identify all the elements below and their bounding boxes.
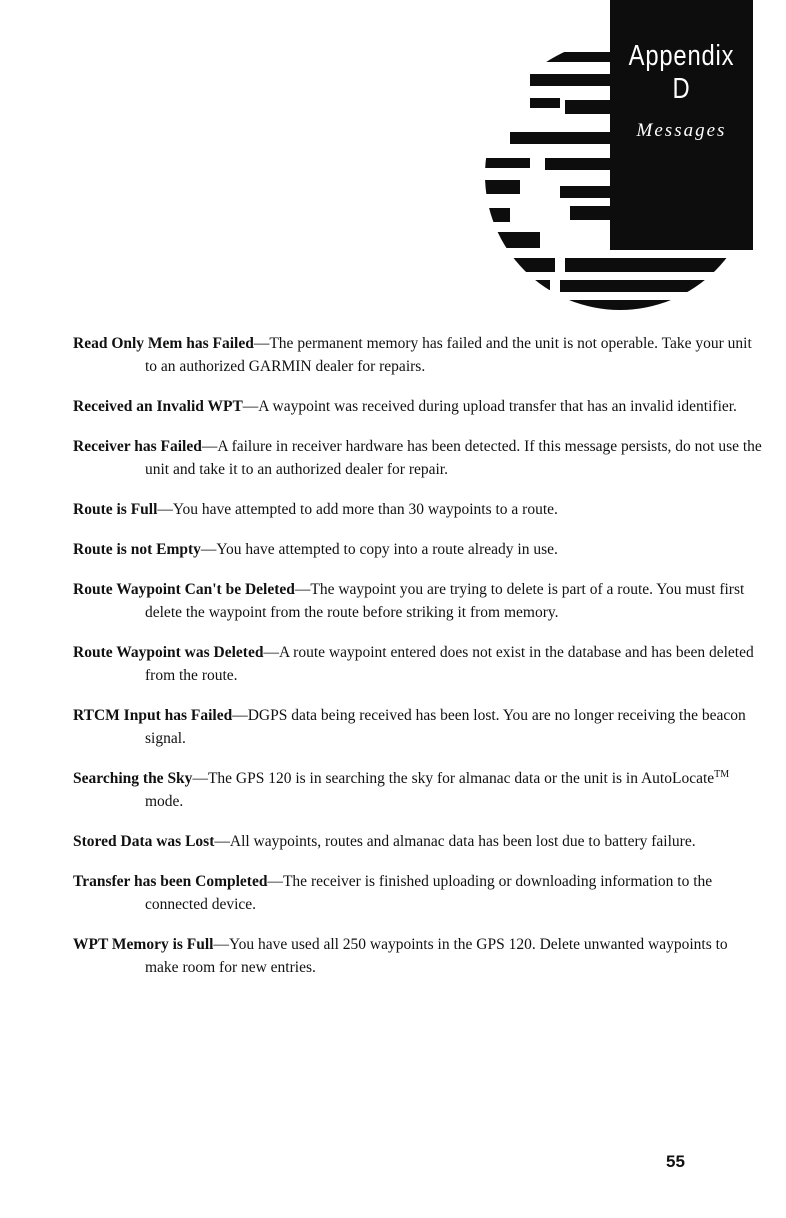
message-description: —The receiver is finished uploading or downloading information to the connected device.	[145, 873, 713, 913]
message-entry	[73, 704, 763, 750]
message-description: —The waypoint you are trying to delete is part of a route. You must first delete the waypoint from the route before striking it from memory.	[145, 581, 745, 621]
message-description: —A waypoint was received during upload transfer that has an invalid identifier.	[242, 398, 737, 415]
message-description: —You have attempted to copy into a route already in use.	[200, 541, 558, 558]
message-term: Transfer has been Completed	[73, 873, 268, 890]
message-entry	[73, 435, 763, 481]
message-description: —The permanent memory has failed and the unit is not operable. Take your unit to an authorized GARMIN dealer for repairs.	[145, 335, 752, 375]
message-term: Read Only Mem has Failed	[73, 335, 254, 352]
message-description: —A route waypoint entered does not exist in the database and has been deleted from the route.	[145, 644, 754, 684]
message-term: Route Waypoint was Deleted	[73, 644, 264, 661]
message-description: —All waypoints, routes and almanac data has been lost due to battery failure.	[214, 833, 696, 850]
message-term: WPT Memory is Full	[73, 936, 214, 953]
message-term: Route is Full	[73, 501, 158, 518]
message-entry	[73, 578, 763, 624]
message-term: Receiver has Failed	[73, 438, 202, 455]
message-entry	[73, 395, 763, 418]
message-entry	[73, 332, 763, 378]
message-entry	[73, 641, 763, 687]
message-term: RTCM Input has Failed	[73, 707, 233, 724]
message-entry	[73, 538, 763, 561]
message-list	[73, 332, 763, 996]
message-entry	[73, 767, 763, 813]
trademark-mark: TM	[714, 768, 730, 780]
message-term: Searching the Sky	[73, 770, 193, 787]
message-description-end: mode.	[145, 793, 184, 810]
message-description: —A failure in receiver hardware has been detected. If this message persists, do not use the unit and take it to an authorized dealer for repair.	[145, 438, 762, 478]
message-description: —DGPS data being received has been lost. You are no longer receiving the beacon signal.	[145, 707, 746, 747]
message-description: —You have attempted to add more than 30 waypoints to a route.	[157, 501, 558, 518]
message-term: Route is not Empty	[73, 541, 201, 558]
message-entry	[73, 933, 763, 979]
message-entry	[73, 498, 763, 521]
message-term: Stored Data was Lost	[73, 833, 215, 850]
message-entry	[73, 830, 763, 853]
message-description: —The GPS 120 is in searching the sky for almanac data or the unit is in AutoLocate	[192, 770, 715, 787]
message-description: —You have used all 250 waypoints in the GPS 120. Delete unwanted waypoints to make room for new entries.	[145, 936, 728, 976]
appendix-title: Appendix D	[628, 40, 735, 105]
message-term: Route Waypoint Can't be Deleted	[73, 581, 295, 598]
page-number: 55	[666, 1152, 685, 1171]
appendix-header-block	[610, 0, 753, 250]
message-entry	[73, 870, 763, 916]
message-term: Received an Invalid WPT	[73, 398, 243, 415]
appendix-subtitle: Messages	[636, 120, 727, 141]
